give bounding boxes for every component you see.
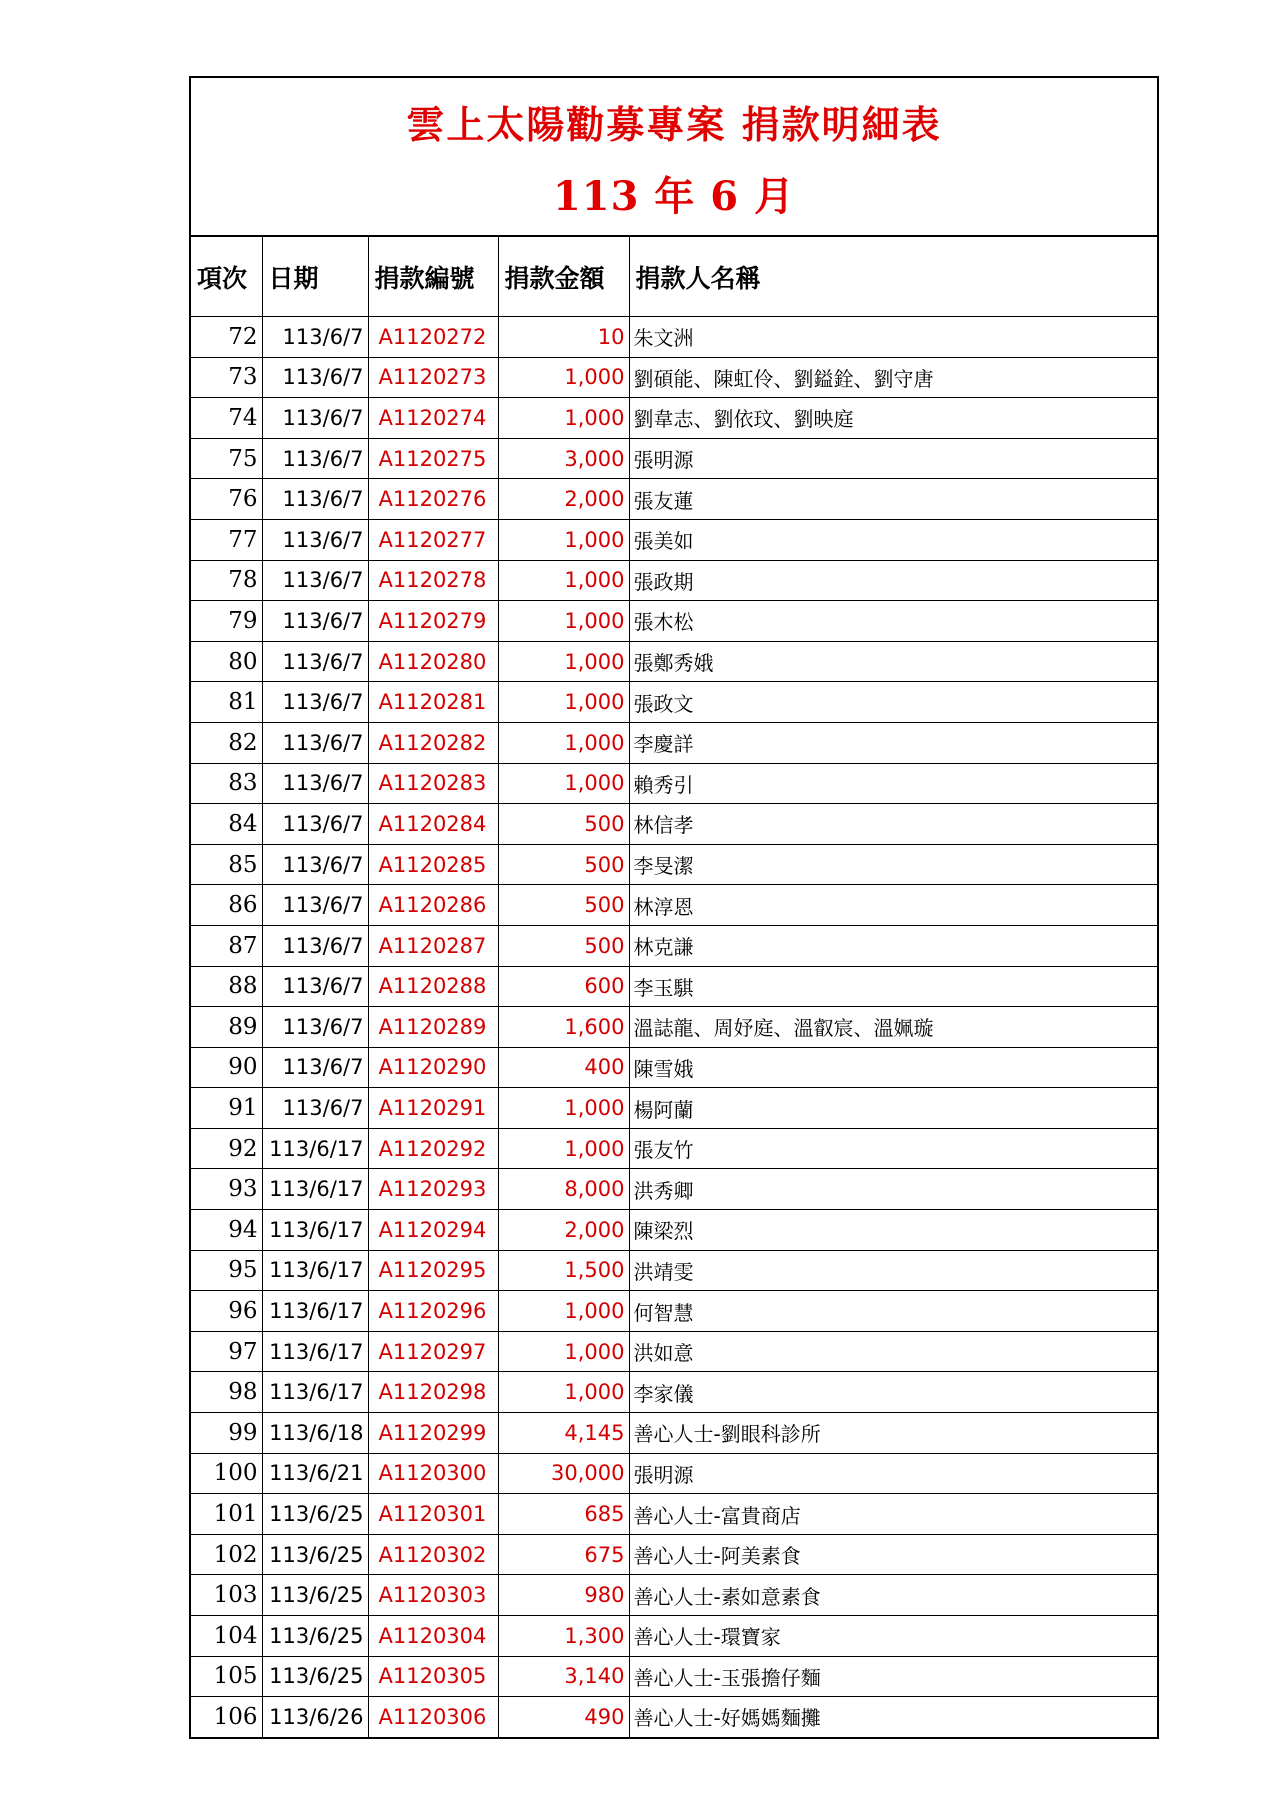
- row-no: 89: [191, 1007, 262, 1048]
- row-code: A1120301: [368, 1494, 498, 1535]
- row-name: 李旻潔: [629, 844, 1157, 885]
- row-name: 張木松: [629, 601, 1157, 642]
- row-no: 86: [191, 885, 262, 926]
- row-code: A1120305: [368, 1656, 498, 1697]
- row-name: 楊阿蘭: [629, 1088, 1157, 1129]
- row-no: 83: [191, 763, 262, 804]
- row-amount: 1,000: [498, 357, 629, 398]
- table-row: [191, 1007, 1157, 1048]
- table-row: [191, 682, 1157, 723]
- row-amount: 1,000: [498, 763, 629, 804]
- table-row: [191, 1413, 1157, 1454]
- row-code: A1120273: [368, 357, 498, 398]
- row-date: 113/6/17: [262, 1169, 368, 1210]
- row-name: 張友蓮: [629, 479, 1157, 520]
- table-row: [191, 844, 1157, 885]
- row-name: 李玉騏: [629, 966, 1157, 1007]
- row-date: 113/6/25: [262, 1575, 368, 1616]
- row-amount: 500: [498, 885, 629, 926]
- row-amount: 600: [498, 966, 629, 1007]
- row-amount: 1,000: [498, 1128, 629, 1169]
- row-no: 95: [191, 1250, 262, 1291]
- row-name: 賴秀引: [629, 763, 1157, 804]
- row-amount: 30,000: [498, 1453, 629, 1494]
- row-no: 92: [191, 1128, 262, 1169]
- row-date: 113/6/7: [262, 560, 368, 601]
- row-amount: 3,140: [498, 1656, 629, 1697]
- row-code: A1120278: [368, 560, 498, 601]
- table-row: [191, 925, 1157, 966]
- row-no: 82: [191, 722, 262, 763]
- row-no: 77: [191, 519, 262, 560]
- row-code: A1120274: [368, 398, 498, 439]
- row-no: 74: [191, 398, 262, 439]
- row-code: A1120281: [368, 682, 498, 723]
- row-no: 80: [191, 641, 262, 682]
- row-amount: 10: [498, 317, 629, 358]
- page-title: 雲上太陽勸募專案 捐款明細表: [406, 102, 942, 147]
- donation-sheet: [189, 76, 1159, 1739]
- header-code: 捐款編號: [368, 237, 498, 317]
- row-amount: 1,000: [498, 1372, 629, 1413]
- header-amount: 捐款金額: [498, 237, 629, 317]
- row-name: 善心人士-富貴商店: [629, 1494, 1157, 1535]
- row-date: 113/6/17: [262, 1331, 368, 1372]
- row-name: 張鄭秀娥: [629, 641, 1157, 682]
- row-name: 洪秀卿: [629, 1169, 1157, 1210]
- table-row: [191, 357, 1157, 398]
- row-amount: 1,000: [498, 722, 629, 763]
- row-amount: 1,000: [498, 682, 629, 723]
- row-date: 113/6/7: [262, 966, 368, 1007]
- row-code: A1120284: [368, 804, 498, 845]
- table-row: [191, 1575, 1157, 1616]
- row-no: 88: [191, 966, 262, 1007]
- table-row: [191, 519, 1157, 560]
- row-date: 113/6/18: [262, 1413, 368, 1454]
- row-amount: 1,500: [498, 1250, 629, 1291]
- row-name: 張政期: [629, 560, 1157, 601]
- row-amount: 4,145: [498, 1413, 629, 1454]
- row-amount: 1,000: [498, 1331, 629, 1372]
- row-date: 113/6/7: [262, 885, 368, 926]
- row-date: 113/6/7: [262, 722, 368, 763]
- table-row: [191, 1453, 1157, 1494]
- row-amount: 1,000: [498, 560, 629, 601]
- row-date: 113/6/7: [262, 601, 368, 642]
- row-code: A1120285: [368, 844, 498, 885]
- row-no: 103: [191, 1575, 262, 1616]
- row-amount: 8,000: [498, 1169, 629, 1210]
- table-row: [191, 398, 1157, 439]
- row-date: 113/6/7: [262, 1047, 368, 1088]
- row-no: 104: [191, 1616, 262, 1657]
- row-amount: 980: [498, 1575, 629, 1616]
- row-date: 113/6/7: [262, 1088, 368, 1129]
- table-body: [191, 317, 1157, 1737]
- row-name: 李慶詳: [629, 722, 1157, 763]
- row-no: 99: [191, 1413, 262, 1454]
- table-row: [191, 885, 1157, 926]
- row-code: A1120290: [368, 1047, 498, 1088]
- row-code: A1120280: [368, 641, 498, 682]
- row-name: 善心人士-好媽媽麵攤: [629, 1697, 1157, 1737]
- row-name: 劉韋志、劉依玟、劉映庭: [629, 398, 1157, 439]
- row-date: 113/6/7: [262, 844, 368, 885]
- table-row: [191, 804, 1157, 845]
- table-row: [191, 1656, 1157, 1697]
- row-amount: 490: [498, 1697, 629, 1737]
- row-name: 林淳恩: [629, 885, 1157, 926]
- row-date: 113/6/7: [262, 925, 368, 966]
- row-code: A1120291: [368, 1088, 498, 1129]
- row-date: 113/6/7: [262, 519, 368, 560]
- table-row: [191, 641, 1157, 682]
- table-row: [191, 1616, 1157, 1657]
- row-code: A1120296: [368, 1291, 498, 1332]
- row-date: 113/6/17: [262, 1250, 368, 1291]
- row-no: 100: [191, 1453, 262, 1494]
- row-name: 善心人士-劉眼科診所: [629, 1413, 1157, 1454]
- table-row: [191, 1250, 1157, 1291]
- table-header-row: [191, 237, 1157, 317]
- row-no: 87: [191, 925, 262, 966]
- header-date: 日期: [262, 237, 368, 317]
- row-amount: 2,000: [498, 1210, 629, 1251]
- row-code: A1120303: [368, 1575, 498, 1616]
- row-amount: 1,000: [498, 601, 629, 642]
- row-code: A1120298: [368, 1372, 498, 1413]
- row-amount: 3,000: [498, 438, 629, 479]
- row-name: 李家儀: [629, 1372, 1157, 1413]
- table-row: [191, 1494, 1157, 1535]
- table-row: [191, 479, 1157, 520]
- row-no: 98: [191, 1372, 262, 1413]
- row-no: 101: [191, 1494, 262, 1535]
- row-code: A1120279: [368, 601, 498, 642]
- row-date: 113/6/7: [262, 357, 368, 398]
- row-code: A1120302: [368, 1534, 498, 1575]
- row-name: 善心人士-阿美素食: [629, 1534, 1157, 1575]
- row-amount: 1,000: [498, 1088, 629, 1129]
- row-name: 善心人士-素如意素食: [629, 1575, 1157, 1616]
- row-name: 朱文洲: [629, 317, 1157, 358]
- row-date: 113/6/7: [262, 317, 368, 358]
- row-code: A1120288: [368, 966, 498, 1007]
- row-no: 102: [191, 1534, 262, 1575]
- row-amount: 685: [498, 1494, 629, 1535]
- row-no: 84: [191, 804, 262, 845]
- row-no: 85: [191, 844, 262, 885]
- table-row: [191, 1534, 1157, 1575]
- row-code: A1120299: [368, 1413, 498, 1454]
- row-code: A1120297: [368, 1331, 498, 1372]
- title-block: [191, 78, 1157, 237]
- row-no: 91: [191, 1088, 262, 1129]
- table-row: [191, 1128, 1157, 1169]
- row-name: 張政文: [629, 682, 1157, 723]
- row-no: 106: [191, 1697, 262, 1737]
- row-name: 溫誌龍、周妤庭、溫叡宸、溫姵璇: [629, 1007, 1157, 1048]
- row-name: 善心人士-玉張擔仔麵: [629, 1656, 1157, 1697]
- row-amount: 400: [498, 1047, 629, 1088]
- row-no: 90: [191, 1047, 262, 1088]
- row-amount: 2,000: [498, 479, 629, 520]
- table-row: [191, 1210, 1157, 1251]
- donation-table: [191, 237, 1157, 1737]
- row-date: 113/6/25: [262, 1534, 368, 1575]
- row-name: 林信孝: [629, 804, 1157, 845]
- row-amount: 1,000: [498, 1291, 629, 1332]
- row-code: A1120283: [368, 763, 498, 804]
- row-name: 何智慧: [629, 1291, 1157, 1332]
- row-name: 劉碩能、陳虹伶、劉鎰銓、劉守唐: [629, 357, 1157, 398]
- row-amount: 675: [498, 1534, 629, 1575]
- row-date: 113/6/17: [262, 1372, 368, 1413]
- row-code: A1120286: [368, 885, 498, 926]
- row-date: 113/6/26: [262, 1697, 368, 1737]
- row-date: 113/6/25: [262, 1494, 368, 1535]
- row-code: A1120277: [368, 519, 498, 560]
- row-date: 113/6/25: [262, 1656, 368, 1697]
- row-name: 張美如: [629, 519, 1157, 560]
- table-row: [191, 1088, 1157, 1129]
- header-name: 捐款人名稱: [629, 237, 1157, 317]
- row-no: 96: [191, 1291, 262, 1332]
- header-no: 項次: [191, 237, 262, 317]
- row-code: A1120289: [368, 1007, 498, 1048]
- row-no: 73: [191, 357, 262, 398]
- row-name: 林克謙: [629, 925, 1157, 966]
- row-name: 張明源: [629, 438, 1157, 479]
- row-date: 113/6/7: [262, 398, 368, 439]
- row-no: 79: [191, 601, 262, 642]
- row-no: 93: [191, 1169, 262, 1210]
- row-code: A1120287: [368, 925, 498, 966]
- table-row: [191, 1697, 1157, 1737]
- row-no: 78: [191, 560, 262, 601]
- row-code: A1120300: [368, 1453, 498, 1494]
- row-date: 113/6/7: [262, 641, 368, 682]
- row-code: A1120275: [368, 438, 498, 479]
- row-code: A1120293: [368, 1169, 498, 1210]
- row-code: A1120304: [368, 1616, 498, 1657]
- row-amount: 1,000: [498, 641, 629, 682]
- row-no: 94: [191, 1210, 262, 1251]
- row-no: 75: [191, 438, 262, 479]
- row-name: 張友竹: [629, 1128, 1157, 1169]
- row-no: 72: [191, 317, 262, 358]
- row-name: 陳雪娥: [629, 1047, 1157, 1088]
- table-row: [191, 1169, 1157, 1210]
- table-row: [191, 438, 1157, 479]
- row-no: 76: [191, 479, 262, 520]
- table-row: [191, 1047, 1157, 1088]
- row-amount: 1,000: [498, 519, 629, 560]
- row-code: A1120282: [368, 722, 498, 763]
- row-date: 113/6/7: [262, 479, 368, 520]
- row-code: A1120295: [368, 1250, 498, 1291]
- row-name: 陳梁烈: [629, 1210, 1157, 1251]
- row-date: 113/6/17: [262, 1291, 368, 1332]
- row-no: 97: [191, 1331, 262, 1372]
- row-amount: 1,300: [498, 1616, 629, 1657]
- row-name: 善心人士-環寶家: [629, 1616, 1157, 1657]
- row-name: 張明源: [629, 1453, 1157, 1494]
- table-row: [191, 763, 1157, 804]
- table-row: [191, 1331, 1157, 1372]
- table-row: [191, 966, 1157, 1007]
- row-no: 105: [191, 1656, 262, 1697]
- row-date: 113/6/7: [262, 438, 368, 479]
- row-date: 113/6/17: [262, 1210, 368, 1251]
- row-amount: 500: [498, 804, 629, 845]
- row-amount: 1,600: [498, 1007, 629, 1048]
- row-date: 113/6/21: [262, 1453, 368, 1494]
- table-row: [191, 722, 1157, 763]
- page-subtitle: 113 年 6 月: [552, 173, 796, 220]
- row-amount: 500: [498, 844, 629, 885]
- row-code: A1120276: [368, 479, 498, 520]
- table-row: [191, 560, 1157, 601]
- row-code: A1120292: [368, 1128, 498, 1169]
- row-date: 113/6/7: [262, 804, 368, 845]
- row-date: 113/6/25: [262, 1616, 368, 1657]
- row-code: A1120306: [368, 1697, 498, 1737]
- row-date: 113/6/17: [262, 1128, 368, 1169]
- table-row: [191, 1291, 1157, 1332]
- row-name: 洪如意: [629, 1331, 1157, 1372]
- table-row: [191, 601, 1157, 642]
- row-code: A1120272: [368, 317, 498, 358]
- row-date: 113/6/7: [262, 763, 368, 804]
- row-date: 113/6/7: [262, 1007, 368, 1048]
- table-row: [191, 317, 1157, 358]
- row-date: 113/6/7: [262, 682, 368, 723]
- row-no: 81: [191, 682, 262, 723]
- row-amount: 500: [498, 925, 629, 966]
- row-amount: 1,000: [498, 398, 629, 439]
- row-code: A1120294: [368, 1210, 498, 1251]
- table-row: [191, 1372, 1157, 1413]
- row-name: 洪靖雯: [629, 1250, 1157, 1291]
